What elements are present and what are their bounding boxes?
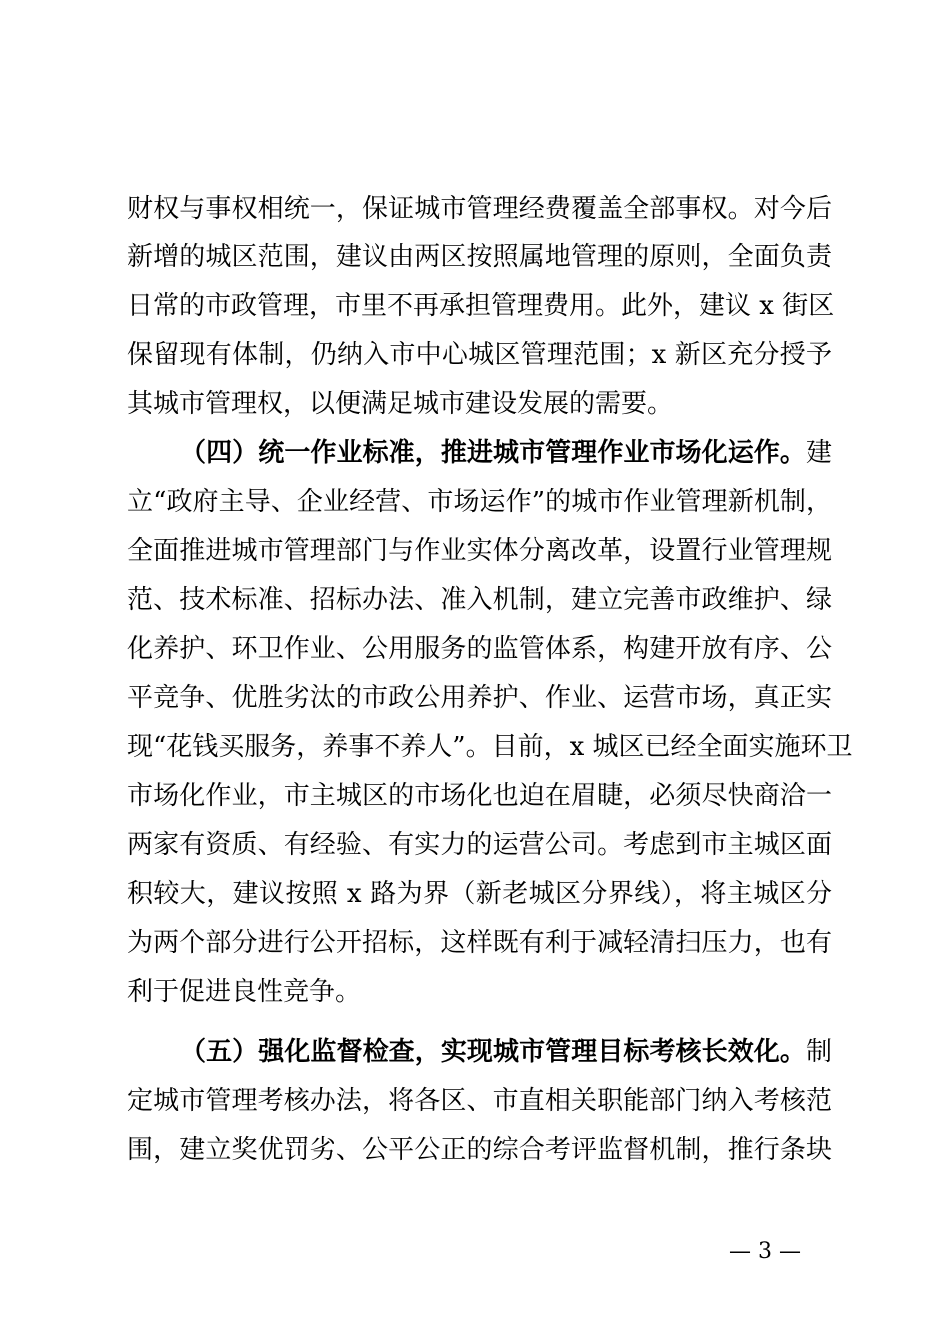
text-line: 日常的市政管理，市里不再承担管理费用。此外，建议 x 街区 [127, 291, 835, 321]
text-line: 定城市管理考核办法，将各区、市直相关职能部门纳入考核范 [127, 1086, 832, 1116]
text-line: 围，建立奖优罚劣、公平公正的综合考评监督机制，推行条块 [127, 1135, 832, 1165]
section-5-first-line [180, 1032, 832, 1072]
text-line: 市场化作业，市主城区的市场化也迫在眉睫，必须尽快商洽一 [127, 781, 832, 811]
text-line: 其城市管理权，以便满足城市建设发展的需要。 [127, 389, 674, 419]
text-line: 范、技术标准、招标办法、准入机制，建立完善市政维护、绿 [127, 585, 832, 615]
text-line: 保留现有体制，仍纳入市中心城区管理范围；x 新区充分授予 [127, 340, 832, 370]
text-line: 为两个部分进行公开招标，这样既有利于减轻清扫压力，也有 [127, 928, 832, 958]
text-line: 平竞争、优胜劣汰的市政公用养护、作业、运营市场，真正实 [127, 683, 832, 713]
section-5-first-tail: 制 [805, 1037, 832, 1067]
text-line: 全面推进城市管理部门与作业实体分离改革，设置行业管理规 [127, 536, 832, 566]
section-4-first-line [180, 433, 832, 473]
text-line: 财权与事权相统一，保证城市管理经费覆盖全部事权。对今后 [127, 194, 832, 224]
text-line: 两家有资质、有经验、有实力的运营公司。考虑到市主城区面 [127, 830, 832, 860]
section-4-heading: （四）统一作业标准，推进城市管理作业市场化运作。 [180, 438, 806, 468]
text-line: 积较大，建议按照 x 路为界（新老城区分界线），将主城区分 [127, 879, 832, 909]
section-4-first-tail: 建 [805, 438, 832, 468]
text-line: 化养护、环卫作业、公用服务的监管体系，构建开放有序、公 [127, 634, 832, 664]
section-5-heading: （五）强化监督检查，实现城市管理目标考核长效化。 [180, 1037, 806, 1067]
page-number: — 3 — [729, 1239, 801, 1264]
text-line: 新增的城区范围，建议由两区按照属地管理的原则，全面负责 [127, 242, 832, 272]
text-line: 现“花钱买服务，养事不养人”。目前，x 城区已经全面实施环卫 [127, 732, 853, 762]
text-line: 立“政府主导、企业经营、市场运作”的城市作业管理新机制， [127, 487, 832, 517]
text-line: 利于促进良性竞争。 [127, 977, 362, 1007]
